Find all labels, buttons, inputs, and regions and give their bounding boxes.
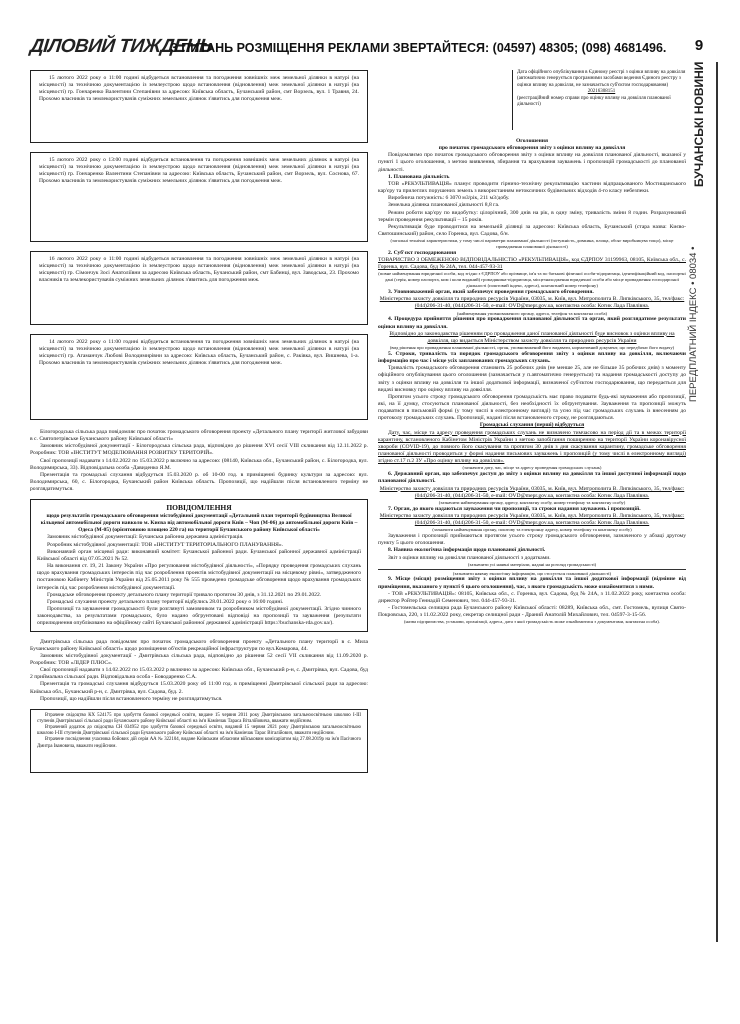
page-number: 9 [694,37,704,54]
paragraph: Режим роботи кар'єру по видобутку: цілорічний, 300 днів на рік, в одну зміну, тривалість зміни 8 годин. Розрахунковий термін проведення рекультивації – 15 років. [378,209,686,223]
paragraph: Замовник містобудівної документації: Бучанська районна державна адміністрація. [47,534,244,541]
masthead-logo: ДІЛОВИЙ ТИЖДЕНЬ [29,36,214,57]
paragraph: Розробник містобудівної документації: ТОВ «ІНСТИТУТ ТЕРИТОРІАЛЬНОГО ПЛАНУВАННЯ». [47,541,284,548]
paragraph: Тривалість громадського обговорення становить 25 робочих днів (не менше 25, але не більше 35 робочих днів) з моменту офіційного опублікування цього оголошення (зазначається у п.автоматично генерується) та надання громадськості доступу до звіту з оцінки впливу на довкілля та іншої додаткової інформації, визначеної суб'єктом господарювання, що передається для видачі висновку про оцінку впливу на довкілля. [378,365,686,393]
paragraph: Земельна ділянка планованої діяльності 8,8 га. [388,202,500,209]
field-hint: (вид рішення про провадження планованої діяльності, орган, уповноважений його видавати, нормативний документ, що передбачає його видачу) [389,345,675,350]
lost-documents-box [30,709,368,773]
section-heading: 9. Місце (місця) розміщення звіту з оцінки впливу на довкілля та іншої додаткової інформації (відмінне від приміщення, вказаного у пункті 6 цього оголошення), час, з якого громадськість може ознайомитися з ними. [378,576,686,590]
registry-number: 20216308151 [587,89,616,95]
section-heading: 8. Наявна екологічна інформація щодо планованої діяльності. [388,547,546,554]
registry-info [378,70,686,130]
field-hint: (зазначити найменування органу, адресу, контактну особу, номер телефону та контактну особу) [438,499,626,505]
field-hint: (зазначити наявну екологічну інформацію, що стосується планованої діяльності) [452,570,612,576]
paragraph: Звіт з оцінки впливу на довкілля планованої діяльності з додатками. [388,554,551,561]
lost-document-notice: Втрачене посвідчення учасника бойових дій серія АА № 322104, видане Київським обласним військовим комісаріатом від 27.08.2019р на ім'я Пасічного Дмитра Івановича, вважати недійсним. [37,737,361,749]
registry-date-hint: (автоматично генерується програмними засобами ведення Єдиного реєстру з оцінки впливу на довкілля, не зазначається суб'єктом господарювання) [517,76,681,88]
notice-box-1: 15 лютого 2022 року о 11:00 годині відбудеться встановлення та погодження зовнішніх меж земельної ділянки в натурі (на місцевості) за технічною документацією із землеустрою щодо встановлення (відновлення) меж земельної ділянки в натурі (на місцевості) гр. Гончаренко Валентини Степанівни за адресою: Київська область, Бучанський район, смт Ворзель, вул. 1 Травня, 24. Прохомо власників та землекористувачів суміжних земельних ділянок з'явитись для погодження меж. [30,70,368,143]
section-heading: 1. Планована діяльність [388,173,450,180]
section-heading: 5. Строки, тривалість та порядок громадського обговорення звіту з оцінки впливу на довкілля, включаючи інформацію про час і місце усіх запланованих громадських слухань. [378,350,686,365]
paragraph: Рекультивація буде проводитися на земельній ділянці за адресою: Київська область, Бучанський (стара назва: Києво-Святошинський) район, село Горенка, вул. Садова, б/н. [378,223,686,238]
hearings-subheading: Громадські слухання (перші) відбудуться [479,422,585,429]
field-hint: (зазначити дату, час, місце та адресу проведення громадських слухань) [462,465,602,471]
paragraph: Замовник містобудівної документації - Дмитрівська сільська рада, відповідно до рішення 52 сесії VII скликання від 11.09.2020 р. Розробник: ТОВ «ЛІДЕР ПЛЮС». [30,652,368,666]
field-hint: (найменування уповноваженого органу, адреса, телефон та контактна особа) [456,310,608,316]
paragraph: Міністерство захисту довкілля та природних ресурсів України, 03035, м. Київ, вул. Митрополита В. Липківського, 35, тел/факс: (044)206-31-40, (044)206-31-50, e-mail: OVD@mepr.gov.ua, контактна особа: Котик Лада Павлівна. [379,485,685,499]
right-column [378,70,686,625]
paragraph: Міністерство захисту довкілля та природних ресурсів України, 03035, м. Київ, вул. Митрополита В. Липківського, 35, тел/факс: (044)206-31-40, (044)206-31-50, e-mail: OVD@mepr.gov.ua, контактна особа: Котик Лада Павлівна. [379,296,685,310]
paragraph: Зауваження і пропозиції приймаються протягом усього строку громадського обговорення, зазначеного у абзаці другому пункту 5 цього оголошення. [378,533,686,547]
paragraph: Громадське обговорення проекту детального плану території тривало протягом 30 днів, з 31.12.2021 по 29.01.2022. [47,591,322,598]
paragraph: Презентація та громадські слухання відбудуться 15.03.2020 р. об 10-00 год. в приміщенні будинку культури за адресою: вул. Володимирська, 60, с. Білогородка, Бучанський район Київська область. Пропозиції, що надійшли після встановленого терміну не розглядатимуться. [30,471,368,493]
paragraph: Виробнича потужність: 6 3070 м3/рік, 211 м3/добу. [388,195,510,202]
paragraph: ТОВАРИСТВО З ОБМЕЖЕНОЮ ВІДПОВІДАЛЬНІСТЮ «РЕКУЛЬТИВАЦІЯ», код ЄДРПОУ 31199963, 08105, Київська обл., с. Горенка, вул. Садова, буд № 24А, тел. 044-457-93-31 [378,257,686,271]
field-hint: (зазначити найменування органу, поштову та електронну адресу, номер телефону та контактну особу) [432,527,632,533]
notice-box-2: 15 лютого 2022 року о 13:00 годині відбудеться встановлення та погодження зовнішніх меж земельних ділянок в натурі (на місцевості) за технічною документацією із землеустрою щодо встановлення (відновлення) меж земельної ділянки в натурі (на місцевості) гр. Гончаренко Валентини Степанівни за адресою: Київська область, Бучанський район, смт Ворзель, вул. Соснова, 67. Прохомо власників та землекористувачів суміжних земельних ділянок з'явитись для погодження меж. [30,152,368,242]
side-rule [716,62,718,942]
paragraph: - Гостомельська селищна рада Бучанського району Київської області: 08289, Київська обл., смт. Гостомель, вулиця Свято-Покровська, 220, з 11.02.2022 року, секретар селищної ради - Драний Анатолій Михайлович, тел. 04597-3-15-56. [378,605,686,619]
paragraph: Презентація та громадські слухання відбудуться 15.03.2020 року об 11:00 год. в приміщенні Дмитрівської сільської ради за адресою: Київська обл., Бучанський р-н, с. Дмитрівка, вул. Садова, буд. 2. [30,681,368,695]
section-heading: 6. Державний орган, що забезпечує доступ до звіту з оцінки впливу на довкілля та іншої доступної інформації щодо планованої діяльності. [378,471,686,485]
dmytrivka-announcement [30,639,368,703]
field-hint: (назва підприємства, установи, організації, адреса, дата з якої громадськість може ознайомитися з документами, контактна особа). [404,619,660,625]
field-hint: (зазначити усі наявні матеріали, надані на розгляд громадськості) [467,561,597,567]
page-header [0,0,740,64]
newspaper-title-vertical: БУЧАНСЬКІ НОВИНИ [692,62,706,188]
paragraph: Громадські слухання проекту детального плану території відбулись 28.01.2022 року о 16:00 годині. [47,598,284,605]
paragraph: - ТОВ «РЕКУЛЬТИВАЦІЯ»: 08105, Київська обл., с. Горенка, вул. Садова, буд № 24А, з 11.02.2022 року, контактна особа: директор Ройтер Геннадій Семенович, тел. 044-457-93-31. [378,590,686,604]
paragraph: Замовник містобудівної документації - Білогородська сільська рада, відповідно до рішення XVI сесії VIII скликання від 12.11.2022 р. Розробник: ТОВ «ІНСТИТУТ МОДЕЛЮВАННЯ РОЗВИТКУ ТЕРИТОРІЙ». [30,443,368,457]
paragraph: Повідомляємо про початок громадського обговорення звіту з оцінки впливу на довкілля планованої діяльності, вказаної у пункті 1 цього оголошення, з метою виявлення, збирання та врахування зауважень і пропозицій громадськості до планованої діяльності. [378,152,686,173]
lost-document-notice: Втрачений додаток до свідоцтва СН 034952 про здобуття базової середньої освіти, виданий 15 червня 2021 року Дмитрівською загальноосвітньою школою І-ІІІ ступенів Дмитрівської сільської ради Бучанського району Київської області на ім'я Камінчак Тарас Віталійович, вважати недійсним. [37,725,361,737]
left-column [30,70,368,773]
announcement-subtitle: про початок громадського обговорення звіту з оцінки впливу на довкілля [438,145,626,152]
lost-document-notice: Втрачене свідоцтво КХ 524175 про здобуття базової середньої освіти, видане 15 червня 2011 року Дмитрівською загальноосвітньою школою І-ІІІ ступенів Дмитрівської сільської ради Бучанського району Київської області на ім'я Камінчак Тараса Віталійовича, вважати недійсним. [37,712,361,725]
ad-contact-banner: З ПИТАНЬ РОЗМІЩЕННЯ РЕКЛАМИ ЗВЕРТАЙТЕСЯ: (04597) 48305; (098) 4681496. [170,41,667,55]
box-subtitle: щодо результатів громадського обговорення містобудівної документації «Детальний план території будівництва Великої кільцевої автомобільної дороги навколо м. Києва від автомобільної дороги Київ – Чоп (М-06) до автомобільної дороги Київ – Одеса (М-05) (орієнтовною площею 220 га) на території Бучанського району Київської області» [40,513,358,534]
box-title: ПОВІДОМЛЕННЯ [166,503,232,513]
paragraph: Виконавчий орган місцевої ради: виконавчий комітет: Бучанської районної ради. Бучанської районної державної адміністрації Київської області від 07.05.2021 № 52. [37,548,361,562]
paragraph: Протягом усього строку громадського обговорення громадськість має право подавати будь-які зауваження або пропозиції, які, на її думку, стосуються планованої діяльності, без необхідності їх обґрунтування. Зауваження та пропозиції можуть подаватися в письмовій формі (у тому числі в електронному вигляді) та усно під час громадських слухань із внесенням до протоколу громадських слухань. Пропозиції, надані після встановленого строку, не розглядаються. [378,393,686,422]
paragraph: Дмитрівська сільська рада повідомляє про початок громадського обговорення проекту «Детального плану території в с. Мила Бучанського району Київської області» щодо розміщення об'єктів рекреаційної інфраструктури по вул.Комарова, 44. [30,638,368,652]
paragraph: Свої пропозиції надавати з 14.02.2022 по 15.03.2022 р включно за адресою: (08140, Київська обл., Бучанський район, с. Білогородка, вул. Володимирська, 33). Відповідальна особа -Давиденко Я.М. [30,457,368,471]
registry-number-hint: (реєстраційний номер справи про оцінку впливу на довкілля планованої діяльності) [517,95,671,107]
section-heading: 4. Процедура прийняття рішення про провадження планованої діяльності та орган, який розглядатиме результати оцінки впливу на довкілля. [378,316,686,330]
paragraph: Дату, час, місце та адресу проведення громадських слухань не визначено тимчасово на період дії та в межах території карантину, встановленого Кабінетом Міністрів України з метою запобігання поширенню на території України коронавірусної хвороби (COVID-19), до повного його скасування та протягом 30 днів з дня скасування карантину, громадське обговорення планованої діяльності проводиться у формі надання письмових зауважень і пропозицій (у тому числі в електронному вигляді) згідно ст.17 п.2 ЗУ «Про оцінку впливу на довкілля». [378,429,686,465]
paragraph: Свої пропозиції надавати з 14.02.2022 по 15.03.2022 р включно за адресою: Київська обл., Бучанський р-н, с. Дмитрівка, вул. Садова, буд 2 приймальна сільської ради. Відповідальна особа - Боводаренко С.А. [30,667,368,681]
paragraph: На виконання ст. 19, 21 Закону України «Про регулювання містобудівної діяльності», «Порядку проведення громадських слухань щодо врахування громадських інтересів під час розроблення проектів містобудівної документації на місцевому рівні», затвердженого постановою Кабінету Міністрів України від 25.05.2011 року № 555 проведено громадське обговорення щодо врахування громадських інтересів під час розроблення містобудівної документації. [37,563,361,591]
paragraph: Пропозиції, що надійшли після встановленого терміну не розглядатимуться. [40,695,223,702]
eia-announcement [378,138,686,625]
results-notice-box [30,499,368,631]
notice-box-4: 14 лютого 2022 року о 11:00 годині відбудеться встановлення та погодження зовнішніх меж земельних ділянок в натурі (на місцевості) за технічною документацією із землеустрою щодо встановлення (відновлення) меж земельної ділянки в натурі (на місцевості) гр. Агаманчук Любові Володимирівни за адресою: Київська область, Бучанський район, с. Раківка, вул. Вишнева, 1-а. Прохомо власників та землекористувачів суміжних земельних ділянок з'явитись для погодження меж. [30,334,368,420]
registry-date-label: Дата офіційного опублікування в Єдиному реєстрі з оцінки впливу на довкілля [517,70,686,75]
section-heading: 2. Суб'єкт господарювання [388,249,457,256]
paragraph: Пропозиції та зауваження громадськості були розглянуті замовником та розробником містобудівної документації. Згідно чинного законодавства, за результатами громадських, було надано обгрунтовані відповіді на пропозиції та зауваження (результати оприлюднення опубліковано на офіційному сайті Бучанської районної державної адміністрації https://buchanska-rda.gov.ua/). [37,606,361,627]
field-hint: (загальні технічні характеристики, у тому числі параметри планованої діяльності (потужність, довжина, площа, обсяг виробництва тощо), місце провадження планованої діяльності) [390,238,674,250]
paragraph: ТОВ «РЕКУЛЬТИВАЦІЯ» планує проводити гірничо-технічну рекультивацію частини відпрацьованого Мостищанського кар'єру та прилеглих порушених земель з використанням нетоксичних будівельних відходів 4-го класу небезпеки. [378,180,686,195]
field-hint: (повне найменування юридичної особи, код згідно з ЄДРПОУ або прізвище, ім'я та по батькові фізичної особи-підприємця, ідентифікаційний код, паспортні дані (серія, номер паспорта, ким і коли виданий) громадянина-підприємця, місцезнаходження юридичної особи або місце провадження господарської діяльності (поштовий індекс, адреса), контактний номер телефону) [378,271,686,289]
paragraph: Міністерство захисту довкілля та природних ресурсів України, 03035, м. Київ, вул. Митрополита В. Липківського, 35, тел/факс: (044)206-31-40, (044)206-31-50, e-mail: OVD@mepr.gov.ua, контактна особа: Котик Лада Павлівна. [379,512,685,527]
section-heading: 7. Орган, до якого надаються зауваження чи пропозиції, та строки надання зауважень і пропозицій. [388,505,641,512]
announcement-title: Оголошення [515,138,549,144]
paragraph: Білогородська сільська рада повідомляє про початок громадського обговорення проекту «Детального плану території житлової забудови в с. Святопетрівське Бучанського району Київської області» [30,429,368,443]
paragraph: Відповідно до законодавства рішенням про провадження даної планованої діяльності буде висновок з оцінки впливу на довкілля, що видається Міністерством захисту довкілля та природних ресурсів України [389,330,675,344]
bilogorodka-announcement [30,429,368,493]
notice-box-3: 16 лютого 2022 року о 11:00 годині відбудеться встановлення та погодження зовнішніх меж земельної ділянки в натурі (на місцевості) за технічною документацією із землеустрою щодо встановлення (відновлення) меж земельної ділянки в натурі (на місцевості) гр. Сімончук Зосі Анатоліївни за адресою Київська область, Бучанський район, смт Бабинці, вул. Заводська, 23. Прохомо власників та землекористувачів суміжних земельних ділянок з'явитись для погодження меж. [30,251,368,325]
subscription-index-vertical: ПЕРЕДПЛАТНИЙ ІНДЕКС • 08034 • [688,246,699,402]
section-heading: 3. Уповноважений орган, який забезпечує проведення громадського обговорення. [388,289,594,296]
